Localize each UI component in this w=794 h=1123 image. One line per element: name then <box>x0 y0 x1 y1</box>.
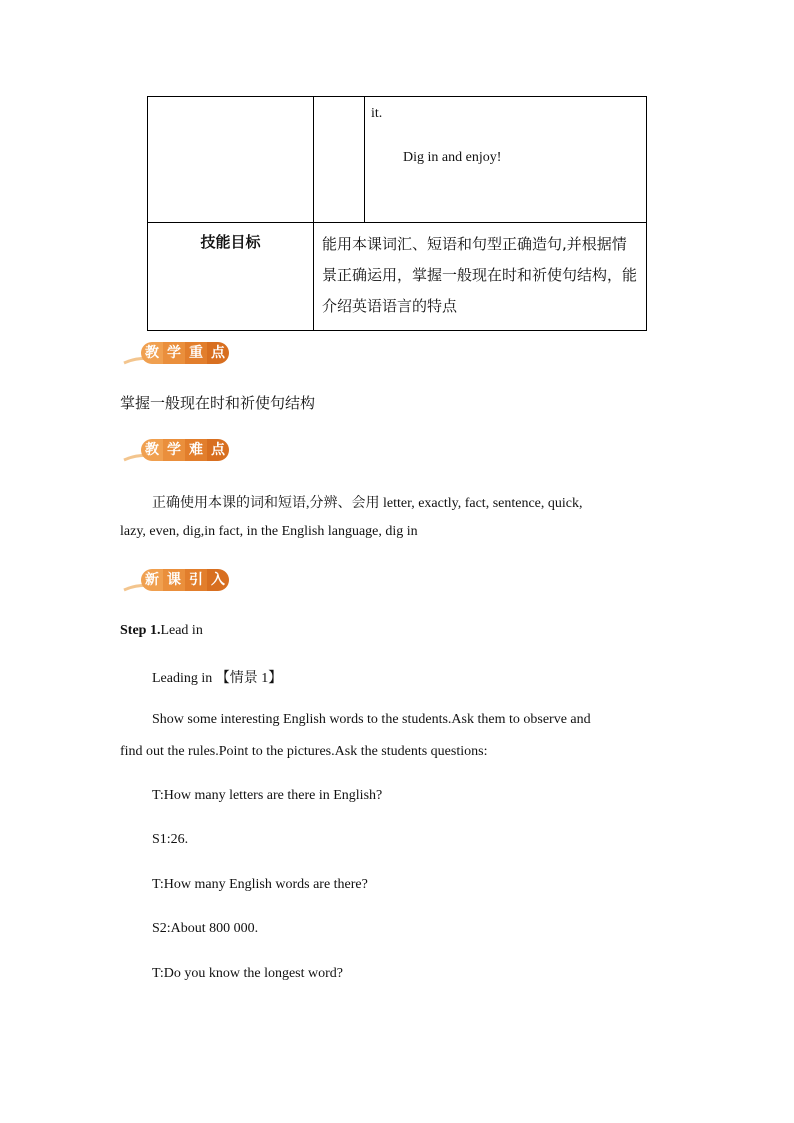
badge-char: 教 <box>141 342 163 364</box>
show-line-1: Show some interesting English words to the students.Ask them to observe and <box>152 712 591 727</box>
dialogue-line: T:Do you know the longest word? <box>152 966 343 981</box>
dialogue-line: S2:About 800 000. <box>152 921 259 936</box>
key-points-badge <box>122 341 232 367</box>
skill-text: 能用本课词汇、短语和句型正确造句,并根据情景正确运用，掌握一般现在时和祈使句结构，能介绍英语语言的特点 <box>322 235 638 315</box>
badge-char: 课 <box>163 569 185 591</box>
badge-char: 点 <box>207 342 229 364</box>
difficulties-badge <box>122 438 232 464</box>
badge-char: 点 <box>207 439 229 461</box>
skill-text-cell <box>314 223 647 331</box>
skill-label-cell <box>148 223 314 331</box>
dialogue-line: T:How many letters are there in English? <box>152 788 383 803</box>
badge-char: 重 <box>185 342 207 364</box>
table-cell-empty <box>148 97 314 223</box>
step-label: Step 1. <box>120 623 161 638</box>
badge-char: 学 <box>163 439 185 461</box>
difficulties-line-2: lazy, even, dig,in fact, in the English language, dig in <box>120 524 418 539</box>
intro-badge <box>122 568 232 594</box>
skill-label: 技能目标 <box>200 233 261 251</box>
badge-char: 学 <box>163 342 185 364</box>
dialogue-line: T:How many English words are there? <box>152 877 368 892</box>
step-heading <box>120 623 203 639</box>
table-cell-text <box>365 97 647 223</box>
badge-char: 入 <box>207 569 229 591</box>
badge-char: 教 <box>141 439 163 461</box>
badge-char: 新 <box>141 569 163 591</box>
difficulties-line-1: 正确使用本课的词和短语,分辨、会用 letter, exactly, fact, sentence, quick, <box>152 496 583 511</box>
badge-char: 引 <box>185 569 207 591</box>
table-cell-empty <box>314 97 365 223</box>
step-title: Lead in <box>160 623 203 638</box>
table-text-line: Dig in and enjoy! <box>403 150 502 165</box>
badge-char: 难 <box>185 439 207 461</box>
key-points-text: 掌握一般现在时和祈使句结构 <box>120 394 316 412</box>
leading-in-line: Leading in 【情景 1】 <box>152 671 283 686</box>
dialogue-line: S1:26. <box>152 832 189 847</box>
show-line-2: find out the rules.Point to the pictures.Ask the students questions: <box>120 744 488 759</box>
table-text-line: it. <box>371 106 383 121</box>
objectives-table <box>147 96 647 331</box>
